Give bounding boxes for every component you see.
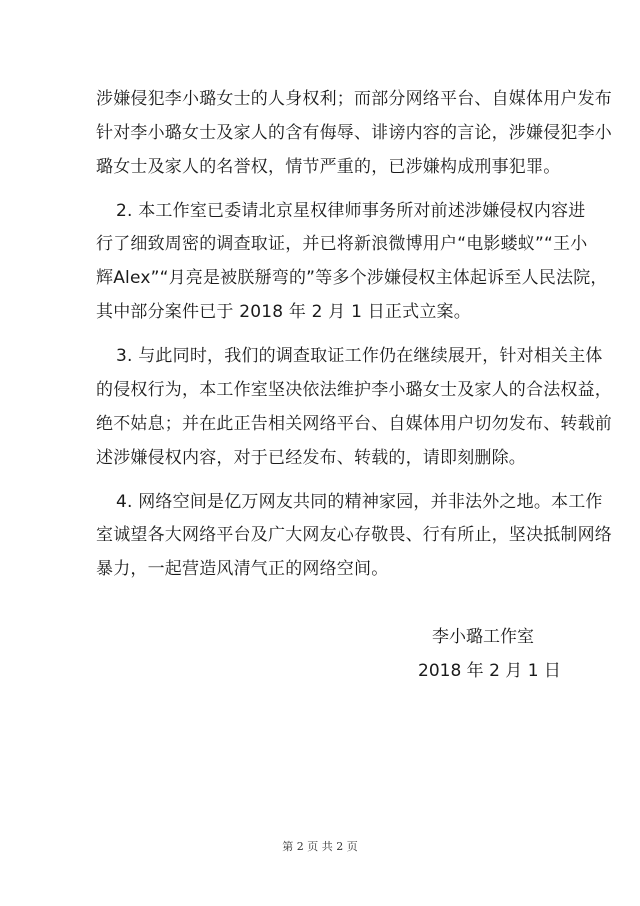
body-line: 3. 与此同时，我们的调查取证工作仍在继续展开，针对相关主体 [116, 346, 603, 366]
body-line: 其中部分案件已于 2018 年 2 月 1 日正式立案。 [96, 302, 471, 322]
body-line: 璐女士及家人的名誉权，情节严重的，已涉嫌构成刑事犯罪。 [96, 157, 561, 177]
body-line: 述涉嫌侵权内容，对于已经发布、转载的，请即刻删除。 [96, 448, 526, 468]
body-line: 涉嫌侵犯李小璐女士的人身权利；而部分网络平台、自媒体用户发布 [96, 89, 612, 109]
body-line: 暴力，一起营造风清气正的网络空间。 [96, 559, 389, 579]
body-line: 绝不姑息；并在此正告相关网络平台、自媒体用户切勿发布、转载前 [96, 414, 612, 434]
body-line: 行了细致周密的调查取证，并已将新浪微博用户“电影蝼蚁”“王小 [96, 234, 588, 254]
body-line: 室诚望各大网络平台及广大网友心存敬畏、行有所止，坚决抵制网络 [96, 525, 612, 545]
body-line: 辉Alex”“月亮是被朕掰弯的”等多个涉嫌侵权主体起诉至人民法院， [96, 268, 608, 288]
body-line: 的侵权行为，本工作室坚决依法维护李小璐女士及家人的合法权益， [96, 380, 612, 400]
signature-name: 李小璐工作室 [432, 627, 534, 647]
page-number-footer: 第 2 页 共 2 页 [282, 840, 358, 853]
body-line: 针对李小璐女士及家人的含有侮辱、诽谤内容的言论，涉嫌侵犯李小 [96, 123, 612, 143]
signature-date: 2018 年 2 月 1 日 [418, 661, 561, 681]
body-line: 4. 网络空间是亿万网友共同的精神家园，并非法外之地。本工作 [116, 492, 603, 512]
body-line: 2. 本工作室已委请北京星权律师事务所对前述涉嫌侵权内容进 [116, 201, 586, 221]
